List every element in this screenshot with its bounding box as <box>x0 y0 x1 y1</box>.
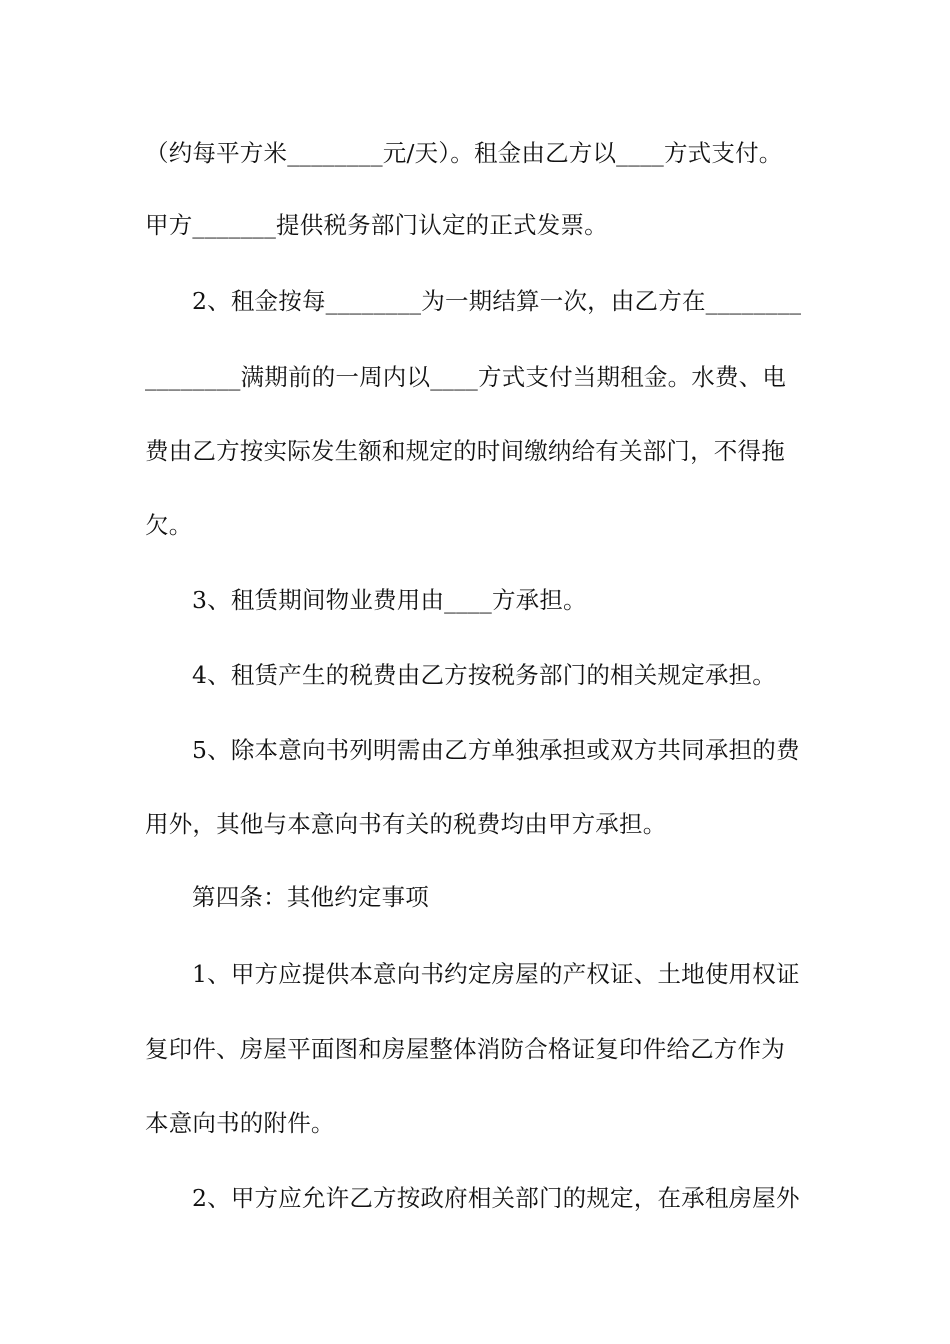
text-line: 2、租金按每________为一期结算一次，由乙方在________ <box>192 287 802 315</box>
text-line: ________满期前的一周内以____方式支付当期租金。水费、电 <box>145 363 787 391</box>
text-line: 甲方_______提供税务部门认定的正式发票。 <box>145 211 608 239</box>
text-line: （约每平方米________元/天）。租金由乙方以____方式支付。 <box>145 139 783 167</box>
text-line: 5、除本意向书列明需由乙方单独承担或双方共同承担的费 <box>192 736 800 764</box>
text-line: 本意向书的附件。 <box>145 1109 335 1137</box>
text-line: 费由乙方按实际发生额和规定的时间缴纳给有关部门，不得拖 <box>145 437 785 465</box>
text-line: 3、租赁期间物业费用由____方承担。 <box>192 586 587 614</box>
text-line: 复印件、房屋平面图和房屋整体消防合格证复印件给乙方作为 <box>145 1035 785 1063</box>
section-heading: 第四条：其他约定事项 <box>192 883 429 911</box>
text-line: 用外，其他与本意向书有关的税费均由甲方承担。 <box>145 810 667 838</box>
text-line: 4、租赁产生的税费由乙方按税务部门的相关规定承担。 <box>192 661 776 689</box>
text-line: 2、甲方应允许乙方按政府相关部门的规定，在承租房屋外 <box>192 1184 800 1212</box>
text-line: 欠。 <box>145 511 193 539</box>
text-line: 1、甲方应提供本意向书约定房屋的产权证、土地使用权证 <box>192 960 800 988</box>
